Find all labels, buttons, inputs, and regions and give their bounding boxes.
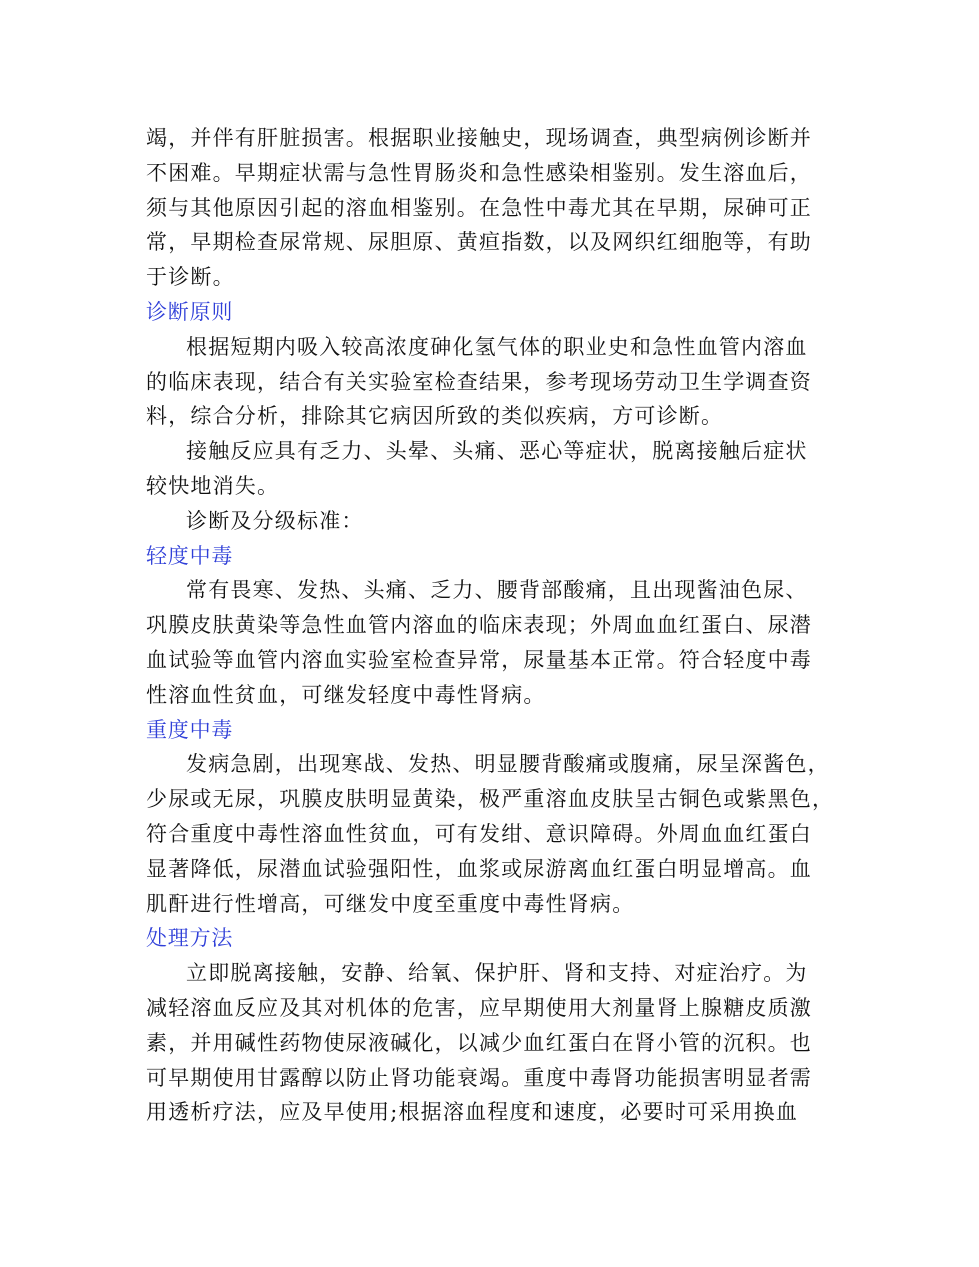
section-heading: 诊断原则	[146, 299, 234, 324]
text-line: 肌酐进行性增高，可继发中度至重度中毒性肾病。	[146, 891, 635, 916]
text-line: 不困难。早期症状需与急性胃肠炎和急性感染相鉴别。发生溶血后，	[146, 160, 812, 185]
text-line: 接触反应具有乏力、头晕、头痛、恶心等症状，脱离接触后症状	[186, 439, 808, 464]
text-line: 常有畏寒、发热、头痛、乏力、腰背部酸痛，且出现酱油色尿、	[186, 578, 808, 603]
text-line: 诊断及分级标准：	[186, 508, 364, 533]
text-line: 显著降低，尿潜血试验强阳性，血浆或尿游离血红蛋白明显增高。血	[146, 856, 812, 881]
text-line: 减轻溶血反应及其对机体的危害，应早期使用大剂量肾上腺糖皮质激	[146, 995, 812, 1020]
section-heading: 轻度中毒	[146, 543, 234, 568]
text-line: 少尿或无尿，巩膜皮肤明显黄染，极严重溶血皮肤呈古铜色或紫黑色，	[146, 787, 835, 812]
text-line: 性溶血性贫血，可继发轻度中毒性肾病。	[146, 682, 546, 707]
text-line: 于诊断。	[146, 265, 235, 290]
text-line: 符合重度中毒性溶血性贫血，可有发绀、意识障碍。外周血血红蛋白	[146, 821, 812, 846]
document-page	[146, 121, 836, 1130]
text-line: 用透析疗法，应及早使用;根据溶血程度和速度，必要时可采用换血	[146, 1100, 799, 1125]
text-line: 发病急剧，出现寒战、发热、明显腰背酸痛或腹痛，尿呈深酱色，	[186, 752, 830, 777]
text-line: 素，并用碱性药物使尿液碱化，以减少血红蛋白在肾小管的沉积。也	[146, 1030, 812, 1055]
section-heading: 处理方法	[146, 926, 234, 951]
text-line: 的临床表现，结合有关实验室检查结果，参考现场劳动卫生学调查资	[146, 369, 812, 394]
document-body	[146, 121, 836, 1130]
text-line: 料，综合分析，排除其它病因所致的类似疾病，方可诊断。	[146, 404, 724, 429]
text-line: 血试验等血管内溶血实验室检查异常，尿量基本正常。符合轻度中毒	[146, 647, 812, 672]
text-line: 须与其他原因引起的溶血相鉴别。在急性中毒尤其在早期，尿砷可正	[146, 195, 812, 220]
text-line: 根据短期内吸入较高浓度砷化氢气体的职业史和急性血管内溶血	[186, 334, 808, 359]
text-line: 竭，并伴有肝脏损害。根据职业接触史，现场调查，典型病例诊断并	[146, 126, 812, 150]
text-line: 可早期使用甘露醇以防止肾功能衰竭。重度中毒肾功能损害明显者需	[146, 1065, 812, 1090]
text-line: 巩膜皮肤黄染等急性血管内溶血的临床表现；外周血血红蛋白、尿潜	[146, 613, 812, 638]
section-heading: 重度中毒	[146, 717, 234, 742]
text-line: 较快地消失。	[146, 473, 280, 498]
text-line: 常，早期检查尿常规、尿胆原、黄疸指数，以及网织红细胞等，有助	[146, 230, 812, 255]
text-line: 立即脱离接触，安静、给氧、保护肝、肾和支持、对症治疗。为	[186, 961, 808, 986]
